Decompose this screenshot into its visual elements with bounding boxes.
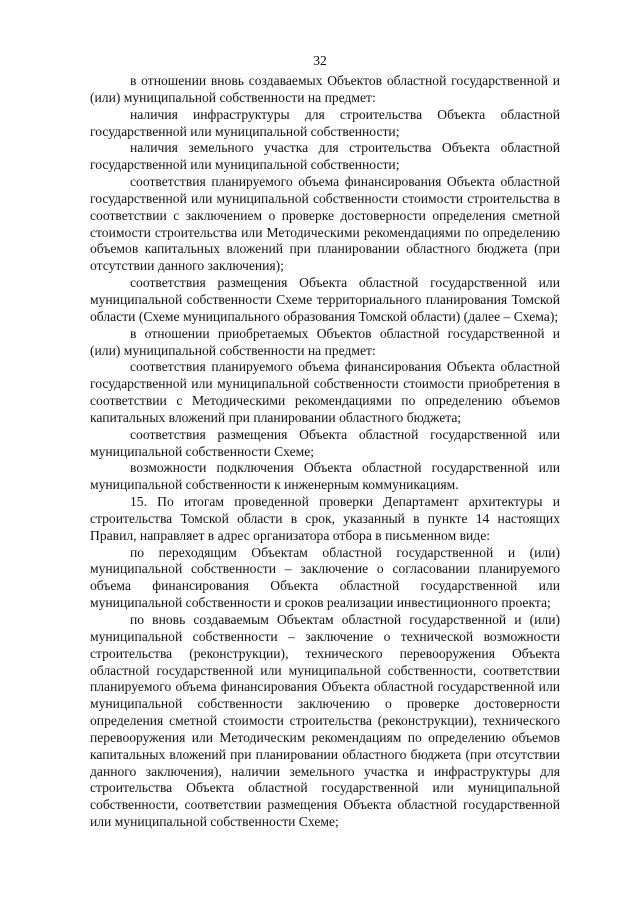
paragraph: соответствия планируемого объема финансирования Объекта областной государственной или муниципальной собственности стоимости строительства в соответствии с заключением о проверке достоверности определения сметной стоимости строительства или Методическими рекомендациями по определению объемов капитальных вложений при планировании областного бюджета (при отсутствии данного заключения); <box>90 174 560 274</box>
paragraph: по вновь создаваемым Объектам областной государственной и (или) муниципальной собственности – заключение о технической возможности строительства (реконструкции), технического перевооружения Объекта областной государственной или муниципальной собственности, соответствии планируемого объема финансирования Объекта областной государственной или муниципальной собственности заключению о проверке достоверности определения сметной стоимости строительства (реконструкции), технического перевооружения или Методическим рекомендациям по определению объемов капитальных вложений при планировании областного бюджета (при отсутствии данного заключения), наличии земельного участка и инфраструктуры для строительства Объекта областной государственной или муниципальной собственности, соответствии размещения Объекта областной государственной или муниципальной собственности Схеме; <box>90 612 560 830</box>
paragraph: в отношении приобретаемых Объектов областной государственной и (или) муниципальной собственности на предмет: <box>90 325 560 358</box>
paragraph: наличия инфраструктуры для строительства Объекта областной государственной или муниципальной собственности; <box>90 106 560 139</box>
paragraph: возможности подключения Объекта областной государственной или муниципальной собственности к инженерным коммуникациям. <box>90 460 560 493</box>
paragraph: по переходящим Объектам областной государственной и (или) муниципальной собственности – заключение о согласовании планируемого объема финансирования Объекта областной государственной или муниципальной собственности и сроков реализации инвестиционного проекта; <box>90 544 560 611</box>
paragraph: 15. По итогам проведенной проверки Департамент архитектуры и строительства Томской области в срок, указанный в пункте 14 настоящих Правил, направляет в адрес организатора отбора в письменном виде: <box>90 494 560 543</box>
paragraph: наличия земельного участка для строительства Объекта областной государственной или муниципальной собственности; <box>90 140 560 173</box>
paragraph: соответствия размещения Объекта областной государственной или муниципальной собственности Схеме территориального планирования Томской области (Схеме муниципального образования Томской области) (далее – Схема); <box>90 275 560 324</box>
paragraph: соответствия планируемого объема финансирования Объекта областной государственной или муниципальной собственности стоимости приобретения в соответствии с Методическими рекомендациями по определению объемов капитальных вложений при планировании областного бюджета; <box>90 359 560 425</box>
paragraph: в отношении вновь создаваемых Объектов областной государственной и (или) муниципальной собственности на предмет: <box>90 73 560 105</box>
paragraph: соответствия размещения Объекта областной государственной или муниципальной собственности Схеме; <box>90 426 560 459</box>
document-body <box>90 73 560 831</box>
page-number: 32 <box>313 53 327 68</box>
